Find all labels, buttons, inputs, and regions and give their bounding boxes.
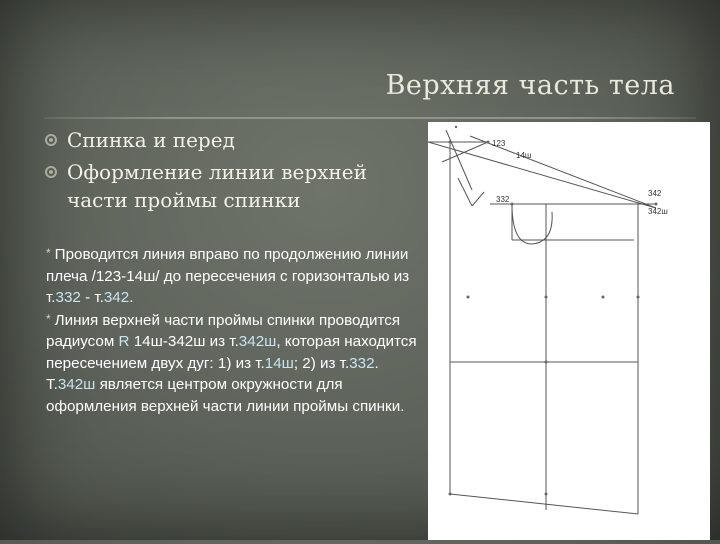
construction-line xyxy=(472,192,484,206)
bullet-text: Оформление линии верхней части проймы спинки xyxy=(67,160,367,212)
title-divider xyxy=(44,117,696,119)
point-marker xyxy=(455,126,457,128)
label-point-123: 123 xyxy=(492,139,506,148)
text-run: из т. xyxy=(205,333,239,350)
label-point-332: 332 xyxy=(496,195,510,204)
text-run: ; 2) из т. xyxy=(293,354,350,372)
pattern-drawing-svg xyxy=(428,122,710,540)
text-run: /123-14ш/ xyxy=(91,267,160,285)
bullet-item-armhole xyxy=(45,158,407,214)
point-ref: 342ш xyxy=(238,333,277,350)
point-marker xyxy=(545,361,548,364)
point-ref: R xyxy=(118,333,130,350)
star-marker: * xyxy=(46,246,51,260)
text-run: до пересечения с горизонталью из т. xyxy=(46,267,410,306)
point-marker xyxy=(637,296,640,299)
point-marker xyxy=(655,203,658,206)
point-ref: 332 xyxy=(55,289,81,306)
point-marker xyxy=(545,493,548,496)
point-ref: 14ш xyxy=(264,354,294,372)
hem-line xyxy=(450,494,638,514)
text-run: . xyxy=(374,354,379,372)
bullet-circle-icon xyxy=(45,134,57,146)
text-run: 14ш-342ш xyxy=(129,333,206,350)
point-marker xyxy=(602,296,605,299)
label-point-342: 342 xyxy=(648,189,662,198)
pattern-drawing xyxy=(428,122,710,540)
text-run: Проводится линия вправо по продолжению линии плеча xyxy=(46,246,409,285)
bullet-item-back-front xyxy=(45,126,407,154)
shoulder-line-extended xyxy=(428,142,656,208)
instruction-paragraph-3 xyxy=(46,374,436,417)
point-ref: 332 xyxy=(349,354,375,372)
text-run: Линия верхней части проймы спинки проводится радиусом xyxy=(46,311,401,350)
slide-title: Верхняя часть тела xyxy=(385,70,675,101)
point-ref: 342 xyxy=(103,289,130,306)
label-point-342sh: 342ш xyxy=(648,207,668,216)
text-run: Т. xyxy=(46,376,58,393)
point-marker xyxy=(511,203,514,206)
instruction-paragraph-2 xyxy=(46,309,436,375)
point-marker xyxy=(449,141,452,144)
point-marker xyxy=(487,141,490,144)
point-ref: 342ш xyxy=(57,376,96,393)
point-marker xyxy=(467,296,470,299)
bullet-text: Спинка и перед xyxy=(67,128,235,152)
neck-curve-guide xyxy=(442,142,488,162)
bullet-circle-icon xyxy=(45,166,57,178)
point-marker xyxy=(449,493,452,496)
text-run: , которая находится пересечением двух дуг: 1) из т. xyxy=(46,333,417,372)
instruction-paragraph-1 xyxy=(46,243,436,309)
label-point-14sh: 14ш xyxy=(516,151,532,160)
text-run: . xyxy=(129,289,134,306)
star-marker: * xyxy=(46,311,51,326)
construction-line xyxy=(458,178,472,206)
text-run: является центром окружности для оформления верхней части линии проймы спинки. xyxy=(46,376,405,415)
text-run: - т. xyxy=(80,289,104,306)
point-marker xyxy=(545,296,548,299)
instruction-text xyxy=(46,243,436,417)
